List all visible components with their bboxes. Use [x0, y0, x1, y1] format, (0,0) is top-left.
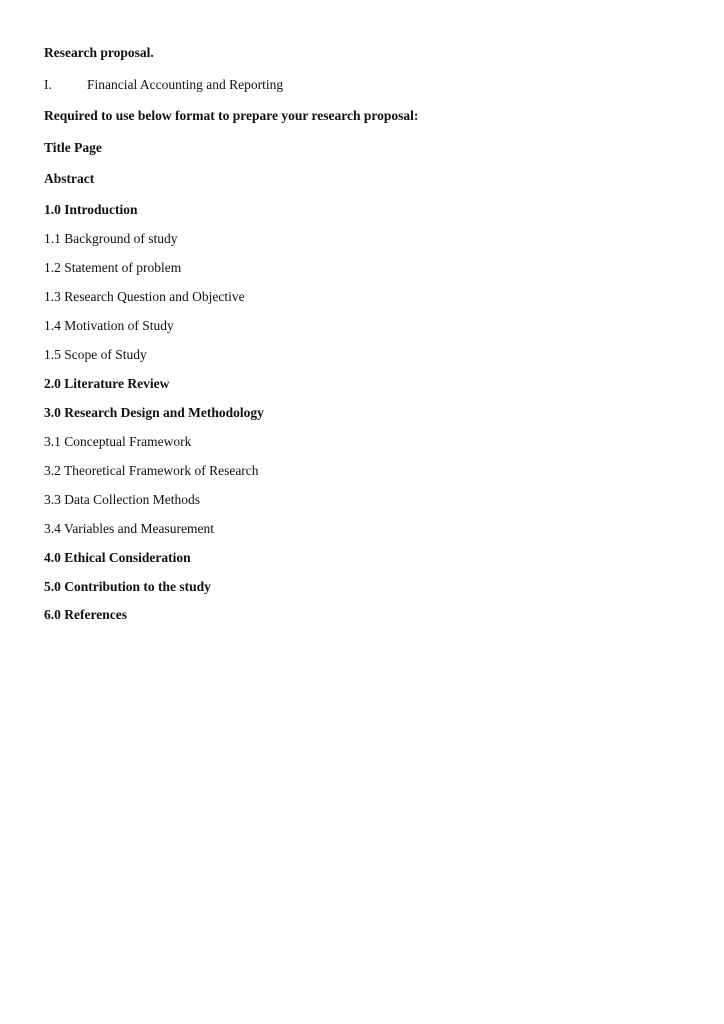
- outline-item-abstract: Abstract: [44, 171, 95, 186]
- outline-item-conceptual-framework: 3.1 Conceptual Framework: [44, 434, 192, 449]
- outline-item-statement: 1.2 Statement of problem: [44, 260, 182, 275]
- outline-item-introduction: 1.0 Introduction: [44, 202, 138, 217]
- outline-item-contribution: 5.0 Contribution to the study: [44, 579, 211, 594]
- document-heading: Research proposal.: [44, 45, 154, 60]
- outline-item-motivation: 1.4 Motivation of Study: [44, 318, 174, 333]
- outline-item-data-collection: 3.3 Data Collection Methods: [44, 492, 200, 507]
- topic-numeral: I.: [44, 77, 52, 92]
- format-instruction: Required to use below format to prepare your research proposal:: [44, 108, 419, 123]
- outline-item-literature-review: 2.0 Literature Review: [44, 376, 170, 391]
- outline-item-title-page: Title Page: [44, 140, 102, 155]
- outline-item-research-question: 1.3 Research Question and Objective: [44, 289, 245, 304]
- outline-item-scope: 1.5 Scope of Study: [44, 347, 147, 362]
- outline-item-references: 6.0 References: [44, 607, 127, 622]
- topic-line: [44, 77, 283, 93]
- topic-text: Financial Accounting and Reporting: [87, 77, 284, 92]
- outline-item-background: 1.1 Background of study: [44, 231, 178, 246]
- outline-item-research-design: 3.0 Research Design and Methodology: [44, 405, 264, 420]
- outline-item-ethical-consideration: 4.0 Ethical Consideration: [44, 550, 191, 565]
- outline-item-variables: 3.4 Variables and Measurement: [44, 521, 214, 536]
- outline-item-theoretical-framework: 3.2 Theoretical Framework of Research: [44, 463, 259, 478]
